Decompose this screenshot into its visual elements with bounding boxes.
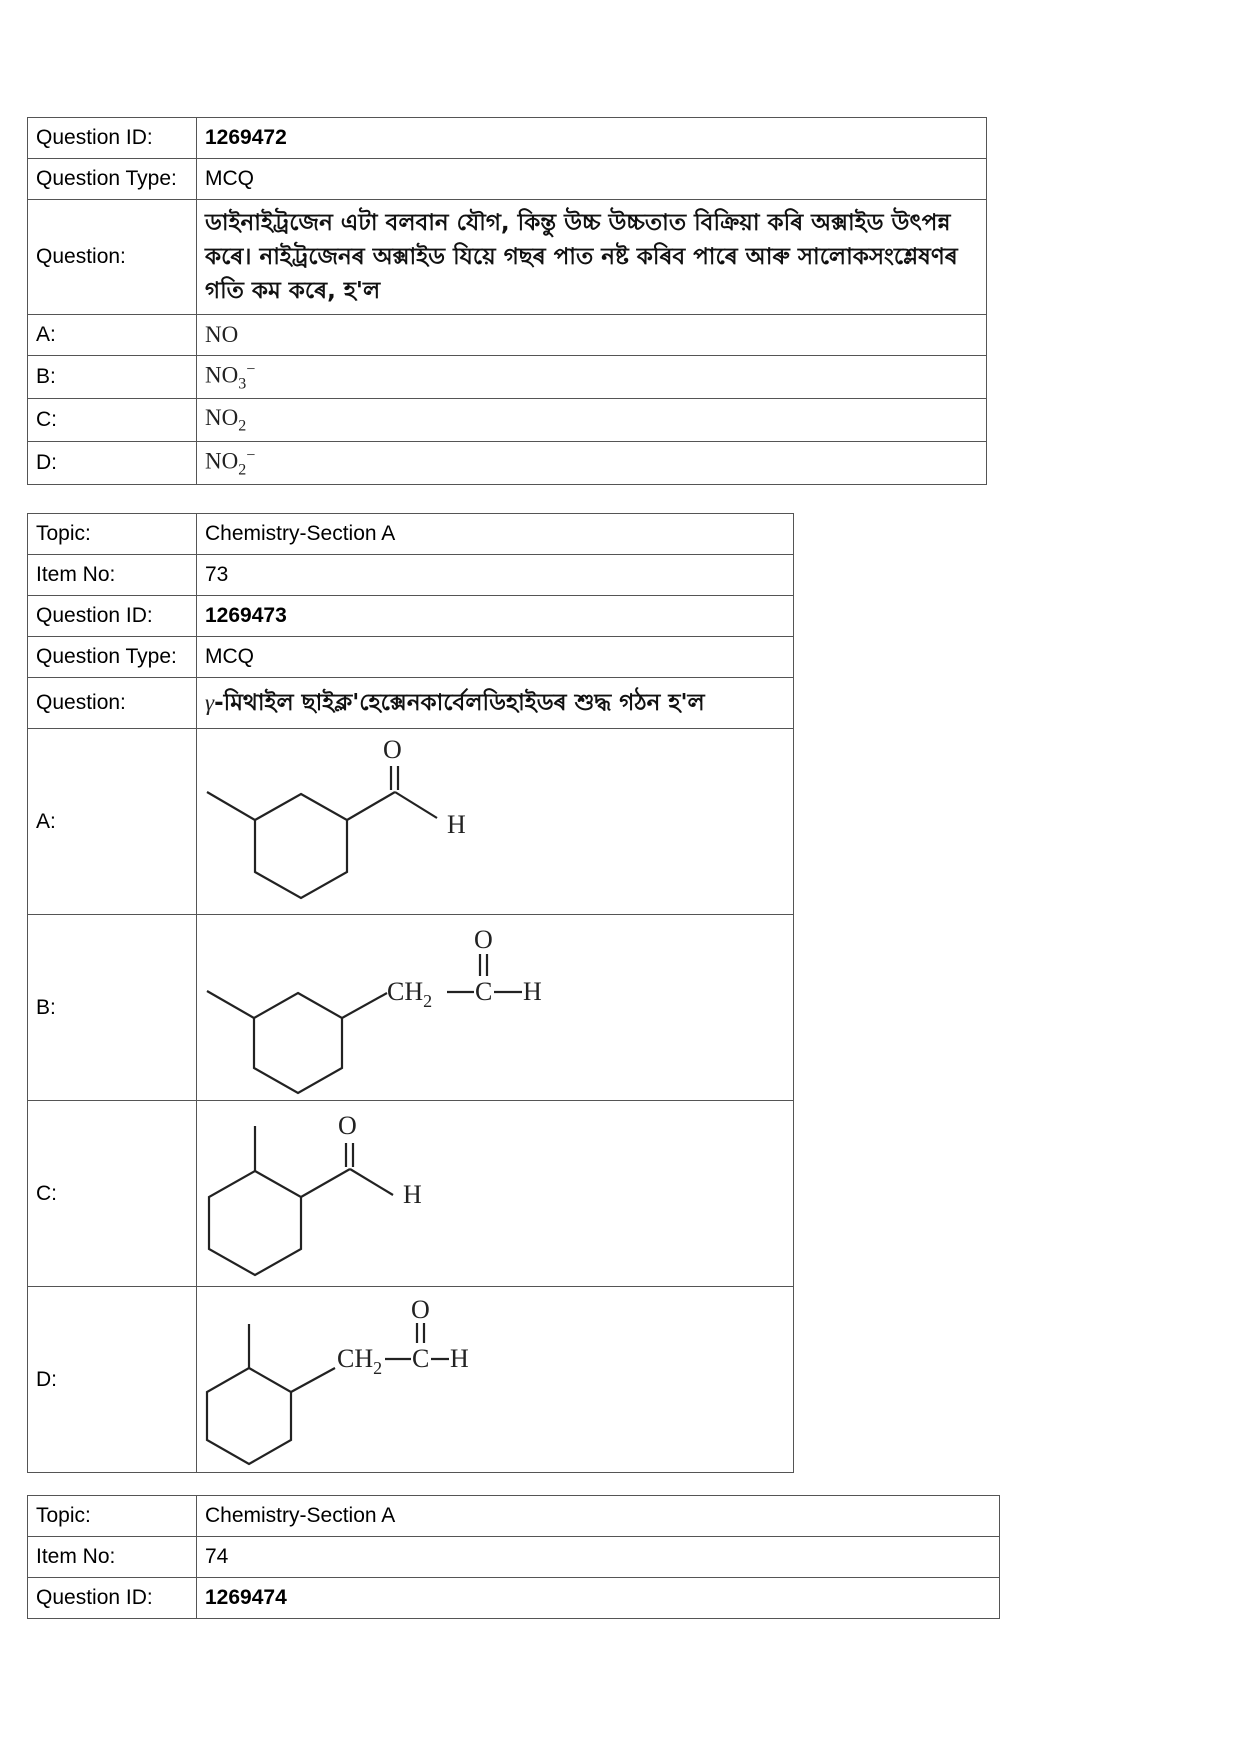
- row-question-text: [28, 200, 987, 315]
- ring-to-carbonyl-bond: [347, 792, 395, 820]
- question-type-label: Question Type:: [28, 637, 197, 678]
- question-id-value: 1269473: [197, 596, 794, 637]
- question-id-label: Question ID:: [28, 118, 197, 159]
- methyl-bond: [207, 792, 255, 820]
- ring-to-carbonyl-bond: [301, 1169, 350, 1197]
- question-type-value: MCQ: [197, 637, 794, 678]
- gamma-symbol: γ: [205, 690, 215, 715]
- formula-superscript: −: [246, 446, 256, 464]
- cyclohexane-ring: [255, 794, 347, 898]
- option-b-label: B:: [28, 356, 197, 399]
- formula-subscript: 2: [238, 417, 247, 435]
- option-a-structure: [197, 729, 794, 915]
- row-question-id: [28, 118, 987, 159]
- question-label: Question:: [28, 678, 197, 729]
- row-question-text: [28, 678, 794, 729]
- formula-base: NO: [205, 448, 239, 474]
- topic-value: Chemistry-Section A: [197, 1496, 1000, 1537]
- formula-base: NO: [205, 362, 239, 388]
- oxygen-atom: O: [383, 734, 402, 764]
- option-c-structure: [197, 1101, 794, 1287]
- option-row-c: [28, 399, 987, 442]
- structure-a-diagram: [197, 730, 597, 914]
- option-d-label: D:: [28, 1287, 197, 1473]
- question-id-label: Question ID:: [28, 1578, 197, 1619]
- item-no-value: 73: [197, 555, 794, 596]
- option-row-a: [28, 315, 987, 356]
- question-type-value: MCQ: [197, 159, 987, 200]
- row-question-type: [28, 159, 987, 200]
- question-text: ডাইনাইট্ৰজেন এটা বলবান যৌগ, কিন্তু উচ্চ উচ্চতাত বিক্ৰিয়া কৰি অক্সাইড উৎপন্ন কৰে। নাইট্ৰজেনৰ অক্সাইড যিয়ে গছৰ পাত নষ্ট কৰিব পাৰে আৰু সালোকসংশ্লেষণৰ গতি কম কৰে, হ'ল: [197, 200, 987, 315]
- aldehyde-h-bond: [395, 792, 437, 818]
- item-no-value: 74: [197, 1537, 1000, 1578]
- option-row-d: [28, 442, 987, 485]
- question-id-label: Question ID:: [28, 596, 197, 637]
- row-item-no: [28, 1537, 1000, 1578]
- structure-b-diagram: [197, 916, 597, 1100]
- methyl-bond: [207, 991, 254, 1018]
- row-topic: [28, 514, 794, 555]
- item-no-label: Item No:: [28, 555, 197, 596]
- option-c-label: C:: [28, 1101, 197, 1287]
- topic-label: Topic:: [28, 514, 197, 555]
- row-topic: [28, 1496, 1000, 1537]
- question-type-label: Question Type:: [28, 159, 197, 200]
- row-item-no: [28, 555, 794, 596]
- option-d-formula: [197, 442, 987, 485]
- question-id-value: 1269474: [197, 1578, 1000, 1619]
- ring-to-ch2-bond: [291, 1368, 335, 1392]
- formula-base: NO: [205, 404, 239, 430]
- formula-superscript: −: [246, 360, 256, 378]
- question-id-value: 1269472: [197, 118, 987, 159]
- row-question-id: [28, 1578, 1000, 1619]
- question-table-1269474: [27, 1495, 1000, 1619]
- option-d-structure: [197, 1287, 794, 1473]
- option-row-d: [28, 1287, 794, 1473]
- aldehyde-h-bond: [350, 1169, 393, 1195]
- oxygen-atom: O: [411, 1294, 430, 1324]
- topic-label: Topic:: [28, 1496, 197, 1537]
- hydrogen-atom: H: [450, 1343, 469, 1373]
- option-a-formula: [197, 315, 987, 356]
- formula-subscript: 2: [238, 461, 247, 479]
- oxygen-atom: O: [474, 924, 493, 954]
- hydrogen-atom: H: [403, 1179, 422, 1209]
- ch2-group: $CH_2$: [337, 1343, 383, 1378]
- option-row-c: [28, 1101, 794, 1287]
- option-c-label: C:: [28, 399, 197, 442]
- cyclohexane-ring: [209, 1171, 301, 1275]
- carbon-atom: C: [412, 1343, 430, 1373]
- formula-subscript: 3: [238, 375, 247, 393]
- option-row-b: [28, 356, 987, 399]
- cyclohexane-ring: [254, 993, 342, 1093]
- row-question-type: [28, 637, 794, 678]
- ring-to-ch2-bond: [342, 993, 387, 1018]
- hydrogen-atom: H: [447, 809, 466, 839]
- formula-base: NO: [205, 322, 239, 347]
- oxygen-atom: O: [338, 1110, 357, 1140]
- option-b-label: B:: [28, 915, 197, 1101]
- question-text: [197, 678, 794, 729]
- carbon-atom: C: [475, 976, 493, 1006]
- item-no-label: Item No:: [28, 1537, 197, 1578]
- topic-value: Chemistry-Section A: [197, 514, 794, 555]
- question-table-1269472: [27, 117, 987, 485]
- option-c-formula: [197, 399, 987, 442]
- question-table-1269473: [27, 513, 794, 1473]
- option-a-label: A:: [28, 315, 197, 356]
- option-b-structure: [197, 915, 794, 1101]
- structure-d-diagram: [197, 1288, 597, 1472]
- structure-c-diagram: [197, 1102, 597, 1286]
- option-row-b: [28, 915, 794, 1101]
- option-d-label: D:: [28, 442, 197, 485]
- question-body: -মিথাইল ছাইক্ল'হেক্সেনকাৰ্বেলডিহাইডৰ শুদ্ধ গঠন হ'ল: [214, 690, 705, 716]
- option-b-formula: [197, 356, 987, 399]
- hydrogen-atom: H: [523, 976, 542, 1006]
- question-label: Question:: [28, 200, 197, 315]
- option-row-a: [28, 729, 794, 915]
- ch2-group: $CH_2$: [387, 976, 433, 1011]
- option-a-label: A:: [28, 729, 197, 915]
- row-question-id: [28, 596, 794, 637]
- cyclohexane-ring: [207, 1368, 291, 1464]
